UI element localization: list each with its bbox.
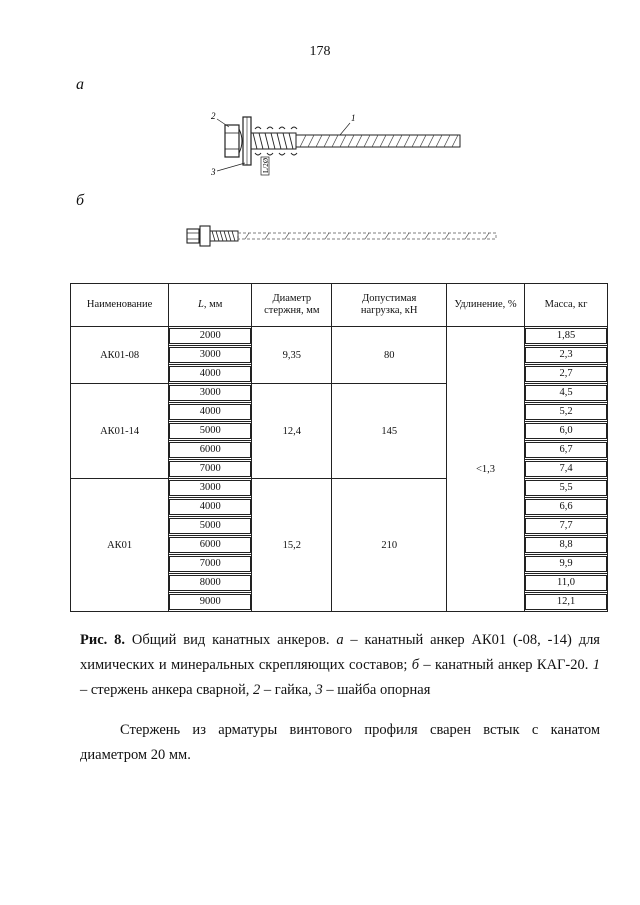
mass-value: 2,7	[525, 366, 607, 382]
header-diameter: Диаметр стержня, мм	[252, 284, 332, 327]
rod-diameter: 15,2	[252, 479, 332, 612]
callout-1: 1	[351, 113, 356, 123]
mass-value: 2,3	[525, 347, 607, 363]
diameter-symbol: Ø	[262, 157, 270, 163]
mass-value: 5,5	[525, 480, 607, 496]
caption-number-2: 2	[253, 682, 261, 698]
rod-shape	[296, 135, 460, 147]
header-name: Наименование	[71, 284, 169, 327]
length-value: 3000	[169, 385, 251, 401]
caption-text: – канатный анкер КАГ-20.	[419, 657, 593, 673]
length-value: 6000	[169, 442, 251, 458]
dimension-label: L/2	[262, 163, 270, 173]
nut-shape	[225, 125, 239, 157]
length-value: 4000	[169, 366, 251, 382]
product-name: АК01-08	[71, 327, 169, 384]
mass-value: 5,2	[525, 404, 607, 420]
table-row	[71, 479, 608, 498]
header-elongation: Удлинение, %	[446, 284, 524, 327]
mass-value: 9,9	[525, 556, 607, 572]
elongation-value: <1,3	[446, 327, 524, 612]
product-name: АК01	[71, 479, 169, 612]
mass-value: 6,6	[525, 499, 607, 515]
page-number: 178	[309, 44, 331, 59]
caption-text: – канатный анкер АК01 (-08, -14) для химических и минеральных скрепляющих составов;	[80, 632, 600, 673]
caption-label: Рис. 8.	[80, 632, 126, 648]
mass-value: 12,1	[525, 594, 607, 610]
figure-a-letter: а	[76, 76, 84, 93]
length-value: 4000	[169, 499, 251, 515]
allowed-load: 145	[332, 384, 447, 479]
length-value: 9000	[169, 594, 251, 610]
figure-b-letter: б	[76, 192, 85, 209]
length-value: 3000	[169, 347, 251, 363]
length-value: 5000	[169, 423, 251, 439]
length-value: 6000	[169, 537, 251, 553]
mass-value: 8,8	[525, 537, 607, 553]
allowed-load: 80	[332, 327, 447, 384]
anchor-drawing-b	[185, 224, 500, 248]
anchor-drawing-a	[205, 105, 470, 180]
allowed-load: 210	[332, 479, 447, 612]
caption-letter-b: б	[411, 657, 420, 673]
callout-3: 3	[211, 167, 216, 177]
caption-text: – стержень анкера сварной,	[80, 682, 254, 698]
mass-value: 11,0	[525, 575, 607, 591]
length-value: 7000	[169, 461, 251, 477]
mass-value: 7,7	[525, 518, 607, 534]
product-name: АК01-14	[71, 384, 169, 479]
header-mass: Масса, кг	[525, 284, 608, 327]
header-load: Допустимая нагрузка, кН	[332, 284, 447, 327]
length-value: 2000	[169, 328, 251, 344]
figure-caption	[80, 628, 600, 703]
length-value: 4000	[169, 404, 251, 420]
length-value: 7000	[169, 556, 251, 572]
mass-value: 6,0	[525, 423, 607, 439]
mass-value: 6,7	[525, 442, 607, 458]
caption-text: – гайка,	[260, 682, 316, 698]
mass-value: 7,4	[525, 461, 607, 477]
caption-letter-a: а	[336, 632, 344, 648]
caption-text: Общий вид канатных анкеров.	[125, 632, 337, 648]
length-value: 5000	[169, 518, 251, 534]
anchor-spec-table	[70, 283, 608, 612]
body-paragraph: Стержень из арматуры винтового профиля сварен встык с канатом диаметром 20 мм.	[80, 722, 600, 763]
rod-diameter: 12,4	[252, 384, 332, 479]
caption-text: – шайба опорная	[322, 682, 431, 698]
table-row	[71, 384, 608, 403]
length-value: 3000	[169, 480, 251, 496]
mass-value: 4,5	[525, 385, 607, 401]
length-value: 8000	[169, 575, 251, 591]
rod-diameter: 9,35	[252, 327, 332, 384]
table-row	[71, 327, 608, 346]
callout-2: 2	[211, 111, 216, 121]
caption-number-1: 1	[592, 657, 600, 673]
caption-number-3: 3	[315, 682, 323, 698]
header-length: L, мм	[169, 284, 252, 327]
mass-value: 1,85	[525, 328, 607, 344]
